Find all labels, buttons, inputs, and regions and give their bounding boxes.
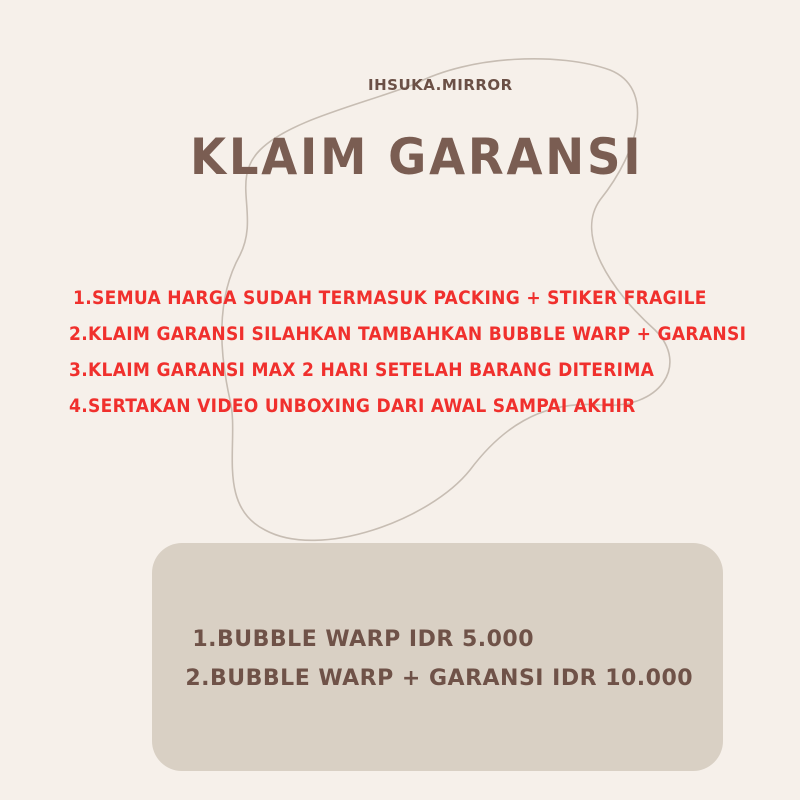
price-text: BUBBLE WARP + GARANSI IDR 10.000: [210, 666, 694, 691]
rule-number: 3.: [69, 359, 88, 381]
rule-item: [64, 280, 784, 316]
price-number: 2.: [185, 666, 210, 691]
rule-text: SERTAKAN VIDEO UNBOXING DARI AWAL SAMPAI AKHIR: [88, 395, 636, 417]
rule-number: 2.: [69, 323, 88, 345]
price-number: 1.: [192, 627, 217, 652]
rules-list: [64, 280, 784, 424]
rule-number: 1.: [73, 287, 92, 309]
rule-number: 4.: [69, 395, 88, 417]
price-item: [180, 659, 720, 698]
price-text: BUBBLE WARP IDR 5.000: [217, 627, 535, 652]
brand-name: IHSUKA.MIRROR: [368, 76, 513, 94]
rule-item: [64, 352, 784, 388]
price-list: [180, 620, 720, 698]
rule-text: KLAIM GARANSI SILAHKAN TAMBAHKAN BUBBLE WARP + GARANSI: [88, 323, 747, 345]
rule-text: KLAIM GARANSI MAX 2 HARI SETELAH BARANG DITERIMA: [88, 359, 655, 381]
rule-text: SEMUA HARGA SUDAH TERMASUK PACKING + STIKER FRAGILE: [92, 287, 707, 309]
price-item: [180, 620, 720, 659]
rule-item: [64, 316, 784, 352]
page-title: KLAIM GARANSI: [190, 128, 644, 186]
rule-item: [64, 388, 784, 424]
